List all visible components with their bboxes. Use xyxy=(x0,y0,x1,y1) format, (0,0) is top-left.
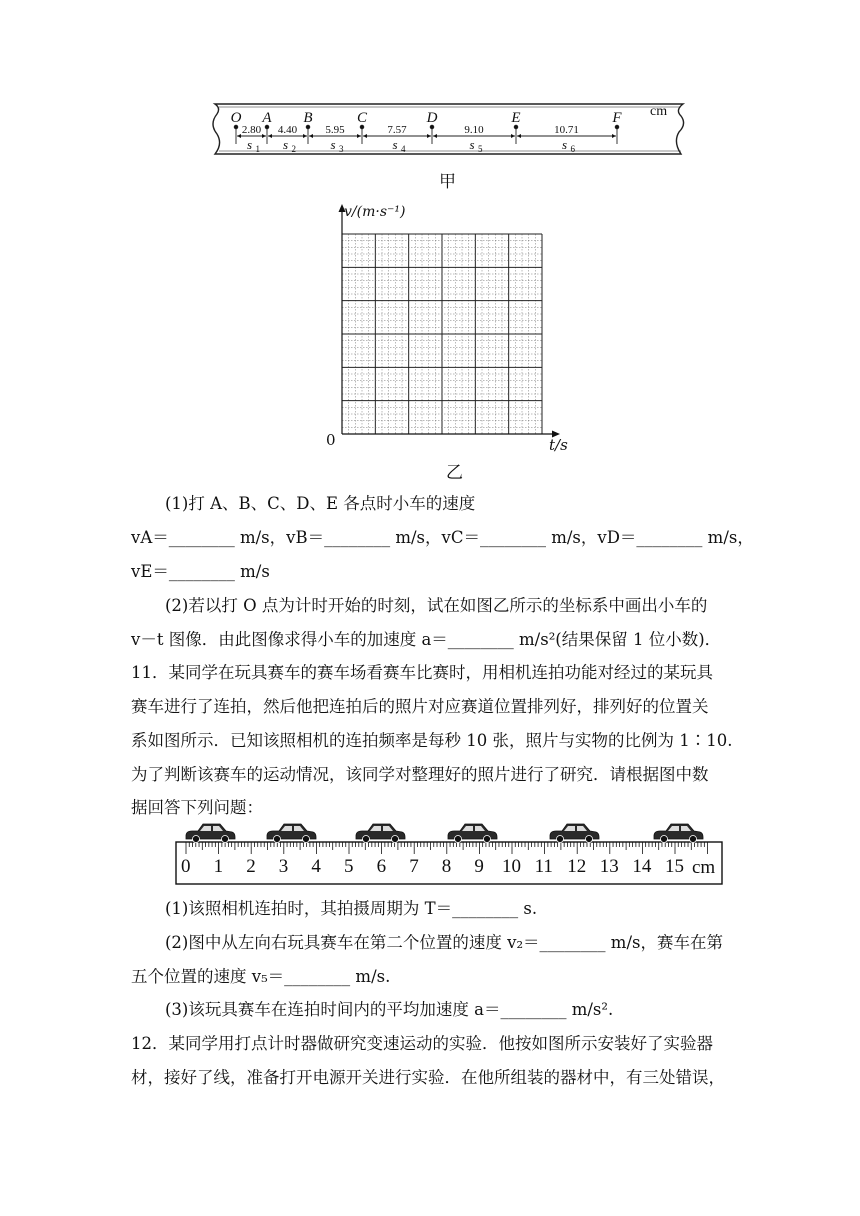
ruler-number: 4 xyxy=(311,856,321,877)
tape-distance-label: 9.10 xyxy=(464,124,484,136)
ruler-number: 13 xyxy=(599,856,619,877)
ruler-number: 11 xyxy=(534,856,553,877)
tape-segment-label: s xyxy=(246,137,253,152)
ruler-number: 8 xyxy=(441,856,452,877)
x-axis-label: t/s xyxy=(549,436,568,454)
tape-segment-label: s xyxy=(561,137,568,152)
q2-line1: (2)若以打 O 点为计时开始的时刻，试在如图乙所示的坐标系中画出小车的 xyxy=(165,596,708,615)
figure-yi-caption: 乙 xyxy=(446,463,463,483)
p11-line4: 为了判断该赛车的运动情况，该同学对整理好的照片进行了研究．请根据图中数 xyxy=(131,765,709,784)
tape-segment-label: s xyxy=(330,137,336,152)
q1-line2: vA＝________ m/s，vB＝________ m/s，vC＝________ m/s，vD＝________ m/s， xyxy=(131,528,754,547)
ruler-number: 10 xyxy=(502,856,521,877)
p11-q3: (3)该玩具赛车在连拍时间内的平均加速度 a＝________ m/s². xyxy=(165,1000,614,1019)
toy-car-icon xyxy=(186,824,235,843)
ruler-number: 2 xyxy=(246,856,256,877)
q1-line3: vE＝________ m/s xyxy=(131,562,270,581)
tape-point-label: F xyxy=(612,110,622,126)
ruler-number: 0 xyxy=(181,856,191,877)
toy-car-icon xyxy=(267,824,316,843)
p11-line5: 据回答下列问题： xyxy=(131,798,263,817)
y-axis-label: v/(m·s⁻¹) xyxy=(344,204,406,220)
tape-point-label: B xyxy=(303,110,313,126)
ruler-number: 5 xyxy=(344,856,354,877)
figure-jia-tape xyxy=(205,98,693,160)
toy-car-icon xyxy=(448,824,497,843)
figure-jia-caption: 甲 xyxy=(439,172,456,192)
tape-segment-subscript: 3 xyxy=(339,144,344,154)
p11-q2-line2: 五个位置的速度 v₅＝________ m/s. xyxy=(131,967,391,986)
ruler-number: 12 xyxy=(567,856,587,877)
tape-segment-subscript: 4 xyxy=(401,144,406,154)
toy-car-icon xyxy=(550,824,599,843)
tape-segment-subscript: 1 xyxy=(255,144,260,154)
tape-segment-label: s xyxy=(392,137,398,152)
figure-yi-grid xyxy=(320,200,580,455)
toy-car-icon xyxy=(356,824,405,843)
tape-distance-label: 2.80 xyxy=(241,124,262,136)
q1-line1: (1)打 A、B、C、D、E 各点时小车的速度 xyxy=(165,494,476,513)
ruler-number: 6 xyxy=(376,856,387,877)
tape-distance-label: 4.40 xyxy=(277,124,298,136)
ruler-number: 15 xyxy=(665,856,684,877)
tape-distance-label: 7.57 xyxy=(387,124,407,136)
ruler-number: 9 xyxy=(474,856,484,877)
q2-line2: v－t 图像．由此图像求得小车的加速度 a＝________ m/s²(结果保留 1 位小数)． xyxy=(131,630,722,649)
tape-distance-label: 5.95 xyxy=(325,124,345,136)
p11-line2: 赛车进行了连拍，然后他把连拍后的照片对应赛道位置排列好，排列好的位置关 xyxy=(131,697,709,716)
tape-segment-label: s xyxy=(282,137,289,152)
ruler-figure xyxy=(170,820,730,890)
tape-segment-label: s xyxy=(469,137,475,152)
tape-point-label: E xyxy=(511,110,521,126)
ruler-number: 7 xyxy=(409,856,419,877)
tape-point-label: C xyxy=(356,110,368,126)
p12-line2: 材，接好了线，准备打开电源开关进行实验．在他所组装的器材中，有三处错误， xyxy=(131,1068,725,1087)
tape-point-label: A xyxy=(262,110,272,126)
tape-distance-label: 10.71 xyxy=(554,124,579,136)
ruler-number: 14 xyxy=(632,856,652,877)
ruler-number: 3 xyxy=(278,856,289,877)
tape-segment-subscript: 2 xyxy=(291,144,296,154)
tape-unit-label: cm xyxy=(650,104,668,119)
origin-label: 0 xyxy=(326,431,336,449)
tape-point-label: O xyxy=(230,110,242,126)
p11-line1: 11．某同学在玩具赛车的赛车场看赛车比赛时，用相机连拍功能对经过的某玩具 xyxy=(131,663,713,682)
ruler-number: 1 xyxy=(213,856,224,877)
p11-line3: 系如图所示．已知该照相机的连拍频率是每秒 10 张，照片与实物的比例为 1∶10. xyxy=(131,731,733,750)
toy-car-icon xyxy=(654,824,703,843)
tape-segment-subscript: 5 xyxy=(478,144,483,154)
p12-line1: 12．某同学用打点计时器做研究变速运动的实验．他按如图所示安装好了实验器 xyxy=(131,1034,713,1053)
p11-q1: (1)该照相机连拍时，其拍摄周期为 T＝________ s. xyxy=(165,899,538,918)
p11-q2-line1: (2)图中从左向右玩具赛车在第二个位置的速度 v₂＝________ m/s，赛车在第 xyxy=(165,933,723,952)
tape-point-label: D xyxy=(426,110,438,126)
tape-segment-subscript: 6 xyxy=(570,144,575,154)
ruler-unit: cm xyxy=(692,857,716,878)
